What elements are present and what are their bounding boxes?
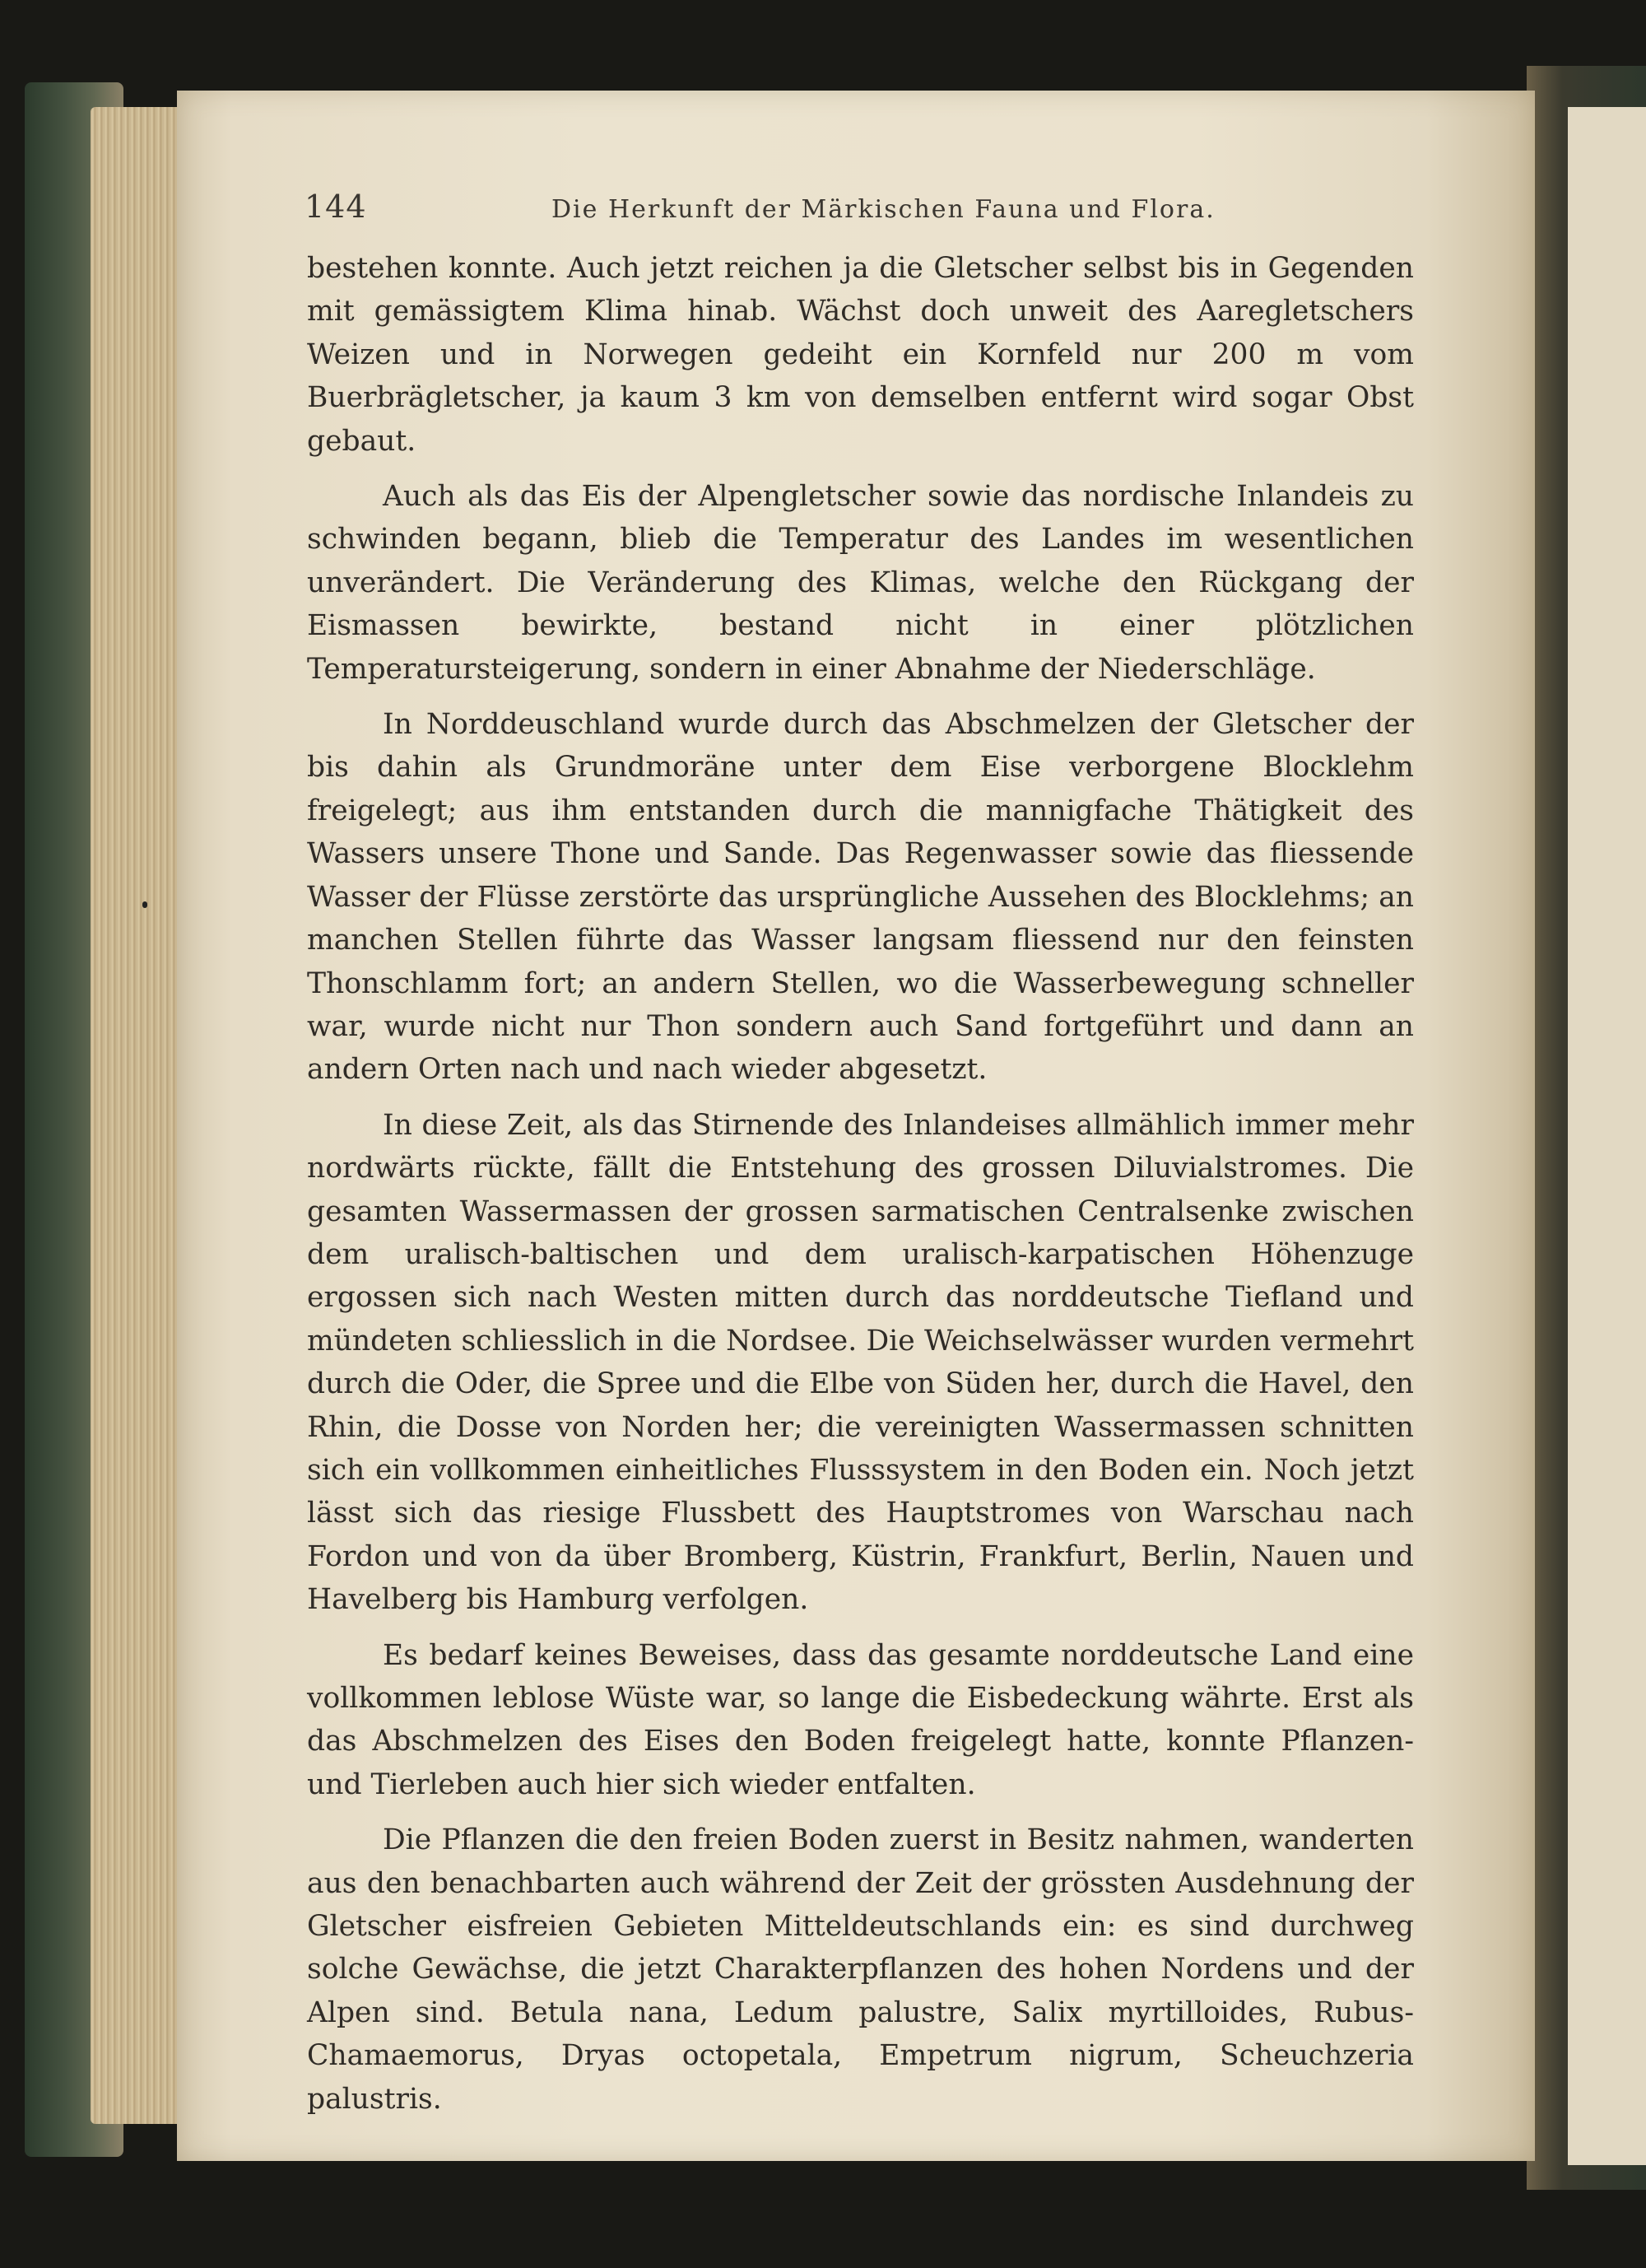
- paragraph-3: In Norddeuschland wurde durch das Abschmelzen der Gletscher der bis dahin als Grundmoräne unter dem Eise verborgene Blocklehm freigelegt; aus ihm entstanden durch die mannigfache Thätigkeit des Wassers unsere Thone und Sande. Das Regenwasser sowie das fliessende Wasser der Flüsse zerstörte das ursprüngliche Aussehen des Blocklehms; an manchen Stellen führte das Wasser langsam fliessend nur den feinsten Thonschlamm fort; an andern Stellen, wo die Wasserbewegung schneller war, wurde nicht nur Thon sondern auch Sand fortgeführt und dann an andern Orten nach und nach wieder abgesetzt.: [307, 708, 1414, 1087]
- paragraph-4: In diese Zeit, als das Stirnende des Inlandeises allmählich immer mehr nordwärts rückte, fällt die Entstehung des grossen Diluvialstromes. Die gesamten Wassermassen der grossen sarmatischen Centralsenke zwischen dem uralisch-baltischen und dem uralisch-karpatischen Höhenzuge ergossen sich nach Westen mitten durch das norddeutsche Tiefland und mündeten schliesslich in die Nordsee. Die Weichselwässer wurden vermehrt durch die Oder, die Spree und die Elbe von Süden her, durch die Havel, den Rhin, die Dosse von Norden her; die vereinigten Wassermassen schnitten sich ein vollkommen einheitliches Flusssystem in den Boden ein. Noch jetzt lässt sich das riesige Flussbett des Hauptstromes von Warschau nach Fordon und von da über Bromberg, Küstrin, Frankfurt, Berlin, Nauen und Havelberg bis Hamburg verfolgen.: [307, 1108, 1414, 1617]
- page-number: 144: [305, 189, 367, 225]
- paragraph-6: Die Pflanzen die den freien Boden zuerst in Besitz nahmen, wanderten aus den benachbarten auch während der Zeit der grössten Ausdehnung der Gletscher eisfreien Gebieten Mitteldeutschlands ein: es sind durchweg solche Gewächse, die jetzt Charakterpflanzen des hohen Nordens und der Alpen sind. Betula nana, Ledum palustre, Salix myrtilloides, Rubus-Chamaemorus, Dryas octopetala, Empetrum nigrum, Scheuchzeria palustris.: [307, 1823, 1414, 2116]
- paragraph-1: bestehen konnte. Auch jetzt reichen ja die Gletscher selbst bis in Gegenden mit gemässigtem Klima hinab. Wächst doch unweit des Aaregletschers Weizen und in Norwegen gedeiht ein Kornfeld nur 200 m vom Buerbrägletscher, ja kaum 3 km von demselben entfernt wird sogar Obst gebaut.: [307, 252, 1414, 458]
- book-page: [177, 91, 1535, 2161]
- margin-speck: [142, 901, 147, 908]
- page-header: [305, 185, 1366, 235]
- next-page-edge: [1568, 107, 1646, 2165]
- paragraph-2: Auch als das Eis der Alpengletscher sowie das nordische Inlandeis zu schwinden begann, blieb die Temperatur des Landes im wesentlichen unverändert. Die Veränderung des Klimas, welche den Rückgang der Eismassen bewirkte, bestand nicht in einer plötzlichen Temperatursteigerung, sondern in einer Abnahme der Niederschläge.: [307, 480, 1414, 686]
- page-body: [307, 247, 1414, 2133]
- paragraph-5: Es bedarf keines Beweises, dass das gesamte norddeutsche Land eine vollkommen leblose Wüste war, so lange die Eisbedeckung währte. Erst als das Abschmelzen des Eises den Boden freigelegt hatte, konnte Pflanzen- und Tierleben auch hier sich wieder entfalten.: [307, 1638, 1414, 1801]
- running-title: Die Herkunft der Märkischen Fauna und Flora.: [551, 195, 1216, 224]
